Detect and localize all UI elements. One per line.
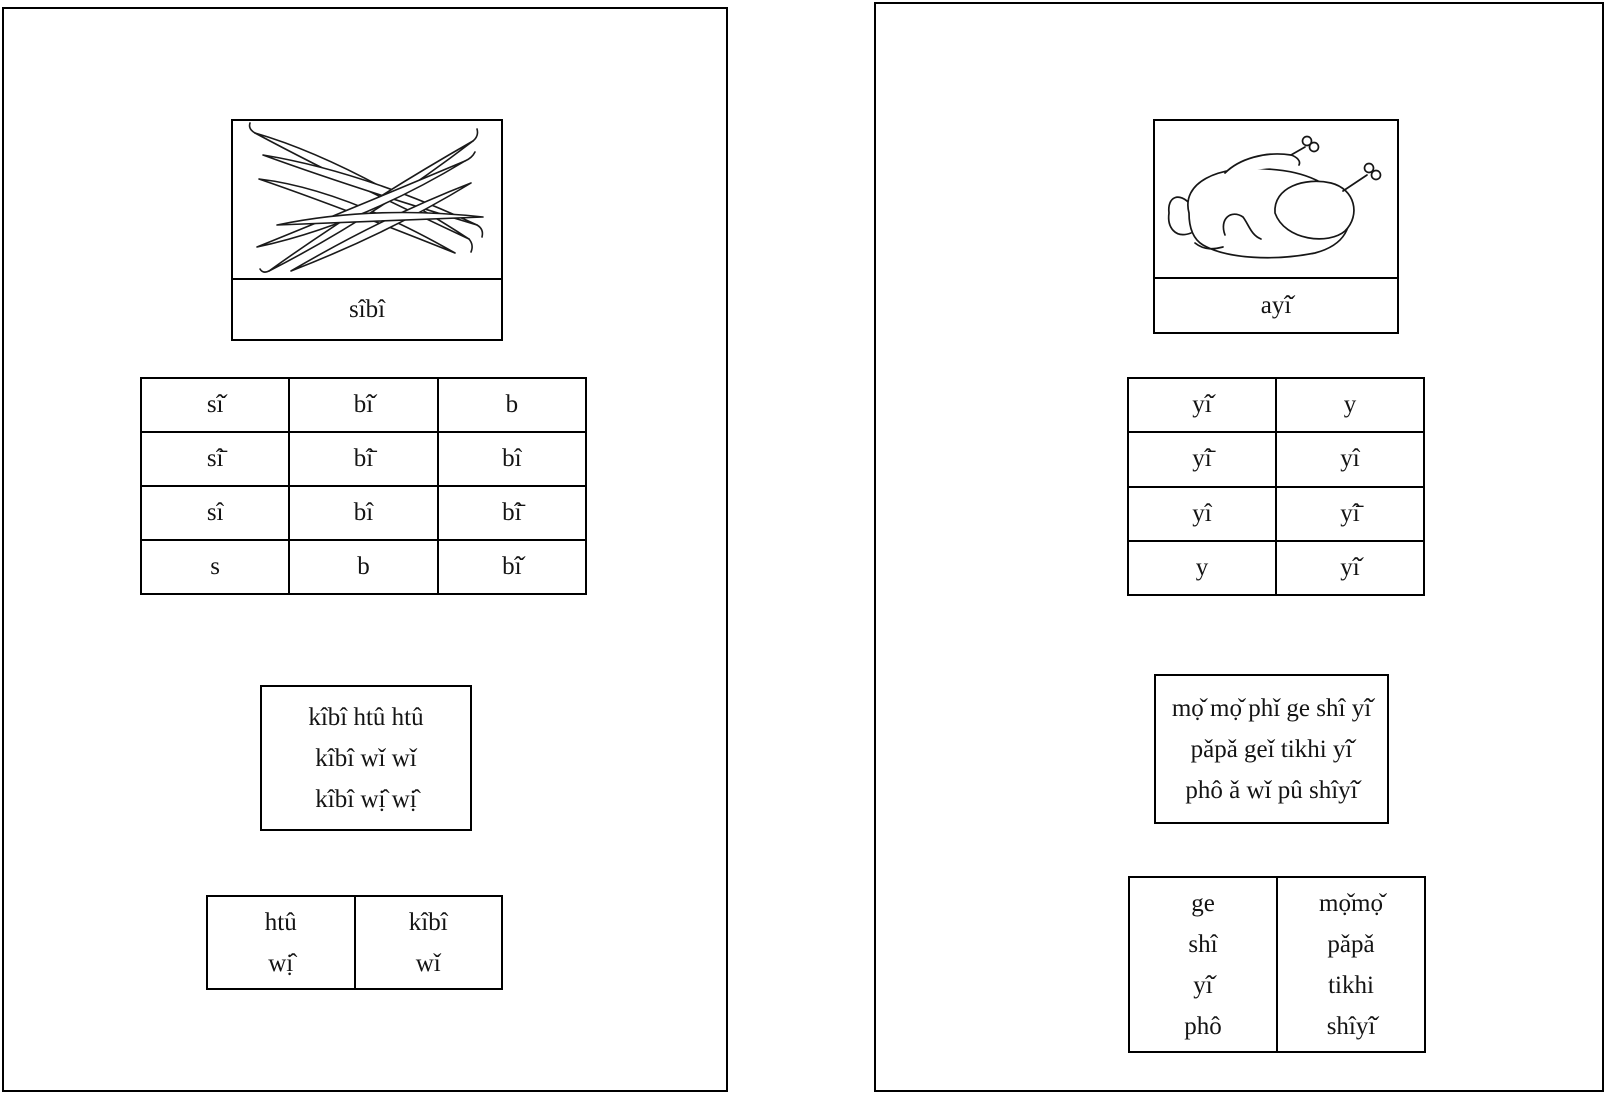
bone-knob bbox=[1372, 171, 1381, 180]
word-item: shî bbox=[1188, 930, 1218, 958]
syllable-row bbox=[1128, 487, 1424, 541]
syllable-cell: bî bbox=[438, 432, 586, 486]
roast-chicken-illustration bbox=[1155, 121, 1397, 277]
word-column bbox=[354, 897, 502, 988]
picture-label: sîbî bbox=[348, 295, 386, 323]
syllable-cell: y bbox=[1128, 541, 1276, 595]
syllable-row bbox=[1128, 541, 1424, 595]
bone-knob bbox=[1310, 143, 1319, 152]
syllable-cell: yî bbox=[1128, 487, 1276, 541]
reading-box bbox=[1154, 674, 1389, 824]
syllable-cell: bî̌ bbox=[438, 540, 586, 594]
syllable-cell: bî̄ bbox=[289, 432, 437, 486]
syllable-cell: bî̌ bbox=[289, 378, 437, 432]
word-item: htû bbox=[264, 908, 297, 936]
syllable-cell: b bbox=[289, 540, 437, 594]
right-page bbox=[874, 2, 1604, 1092]
word-item: kîbî bbox=[408, 908, 448, 936]
word-item: yî̌ bbox=[1193, 971, 1213, 999]
word-item: pǎpǎ bbox=[1327, 930, 1375, 958]
reading-box bbox=[260, 685, 472, 831]
word-item: tikhi bbox=[1328, 971, 1374, 999]
syllable-cell: yî̌ bbox=[1276, 541, 1424, 595]
bean-stem bbox=[250, 123, 255, 133]
bean-stem bbox=[477, 225, 482, 237]
word-item: phô bbox=[1184, 1012, 1222, 1040]
word-item: ge bbox=[1191, 889, 1215, 917]
word-table bbox=[206, 895, 503, 990]
syllable-row bbox=[141, 486, 586, 540]
picture-label: ayî̌ bbox=[1260, 291, 1292, 319]
syllable-cell: bî̄ bbox=[438, 486, 586, 540]
syllable-cell: yî̄ bbox=[1276, 487, 1424, 541]
reading-line: phô ǎ wǐ pû shîyî̌ bbox=[1185, 776, 1358, 804]
syllable-table bbox=[140, 377, 587, 595]
syllable-row bbox=[141, 378, 586, 432]
green-beans-illustration bbox=[233, 121, 501, 278]
word-item: wǐ bbox=[415, 949, 441, 977]
syllable-cell: sî̌ bbox=[141, 378, 289, 432]
left-page bbox=[2, 7, 728, 1092]
syllable-cell: bî bbox=[289, 486, 437, 540]
picture-illustration-area bbox=[233, 121, 501, 280]
reading-line: kîbî wǐ wǐ bbox=[315, 744, 417, 772]
bone-knob bbox=[1365, 164, 1374, 173]
word-item: wị̂ bbox=[268, 949, 294, 977]
picture-card bbox=[1153, 119, 1399, 334]
bean-stem bbox=[260, 269, 269, 272]
reading-line: kîbî htû htû bbox=[308, 703, 424, 731]
syllable-cell: sî̄ bbox=[141, 432, 289, 486]
syllable-cell: sî bbox=[141, 486, 289, 540]
reading-line: kîbî wị̂ wị̂ bbox=[315, 785, 417, 813]
syllable-cell: yî̄ bbox=[1128, 432, 1276, 486]
picture-illustration-area bbox=[1155, 121, 1397, 279]
syllable-row bbox=[1128, 432, 1424, 486]
syllable-table bbox=[1127, 377, 1425, 596]
syllable-cell: y bbox=[1276, 378, 1424, 432]
word-table bbox=[1128, 876, 1426, 1053]
bone bbox=[1343, 175, 1367, 191]
word-column bbox=[1276, 878, 1424, 1051]
picture-card bbox=[231, 119, 503, 341]
bone bbox=[1291, 147, 1305, 155]
syllable-row bbox=[1128, 378, 1424, 432]
bean-stem bbox=[465, 152, 475, 161]
word-item: mọ̌mọ̌ bbox=[1319, 889, 1383, 917]
syllable-cell: yî bbox=[1276, 432, 1424, 486]
syllable-cell: s bbox=[141, 540, 289, 594]
word-column bbox=[1130, 878, 1276, 1051]
reading-line: pǎpǎ geǐ tikhi yî̌ bbox=[1190, 735, 1353, 763]
bean-stem bbox=[473, 129, 478, 141]
syllable-row bbox=[141, 540, 586, 594]
word-item: shîyî̌ bbox=[1326, 1012, 1376, 1040]
syllable-cell: b bbox=[438, 378, 586, 432]
word-column bbox=[208, 897, 354, 988]
reading-line: mọ̌ mọ̌ phǐ ge shî yî̌ bbox=[1171, 694, 1372, 722]
syllable-cell: yî̌ bbox=[1128, 378, 1276, 432]
bean-stem bbox=[469, 239, 472, 252]
syllable-row bbox=[141, 432, 586, 486]
